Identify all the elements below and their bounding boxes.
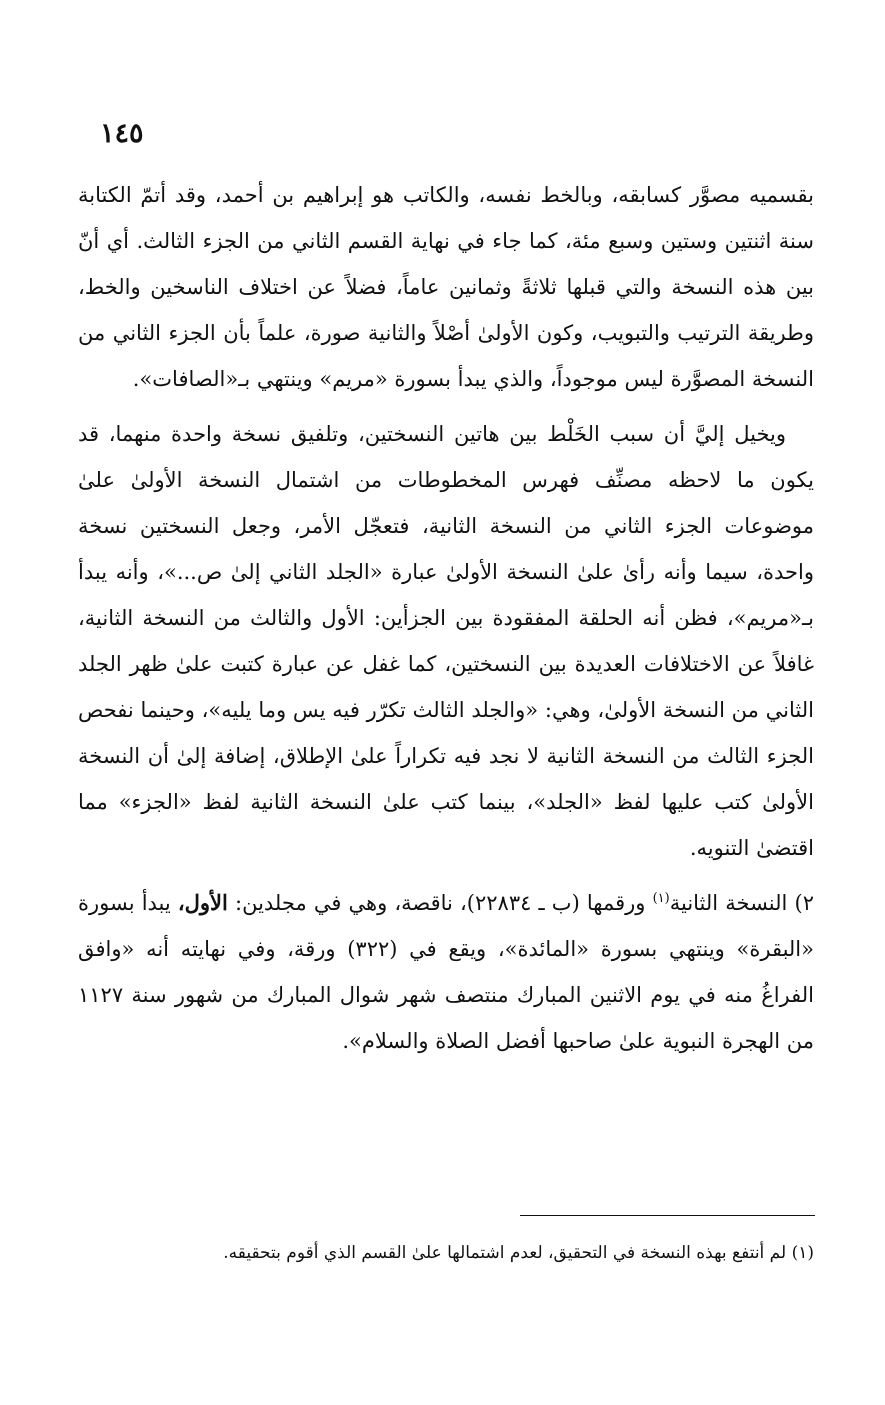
paragraph-3-rest: يبدأ بسورة «البقرة» وينتهي بسورة «المائدة»، ويقع في (٣٢٢) ورقة، وفي نهايته أنه «وافق الفراغُ منه في يوم الاثنين المبارك منتصف شهر شوال المبارك من شهور سنة ١١٢٧ من الهجرة النبوية علىٰ صاحبها أفضل الصلاة والسلام». xyxy=(78,891,814,1053)
paragraph-3-bold: الأول، xyxy=(177,890,228,915)
main-text xyxy=(78,172,814,1064)
paragraph-3-lead: ٢) النسخة الثانية xyxy=(669,891,814,915)
page-number: ١٤٥ xyxy=(100,118,144,149)
paragraph-3 xyxy=(78,880,814,1064)
paragraph-1: بقسميه مصوَّر كسابقه، وبالخط نفسه، والكاتب هو إبراهيم بن أحمد، وقد أتمّ الكتابة سنة اثنتين وستين وسبع مئة، كما جاء في نهاية القسم الثاني من الجزء الثالث. أي أنّ بين هذه النسخة والتي قبلها ثلاثةً وثمانين عاماً، فضلاً عن اختلاف الناسخين والخط، وطريقة الترتيب والتبويب، وكون الأولىٰ أصْلاً والثانية صورة، علماً بأن الجزء الثاني من النسخة المصوَّرة ليس موجوداً، والذي يبدأ بسورة «مريم» وينتهي بـ«الصافات». xyxy=(78,183,814,391)
paragraph-2: ويخيل إليَّ أن سبب الخَلْط بين هاتين النسختين، وتلفيق نسخة واحدة منهما، قد يكون ما لاحظه مصنِّف فهرس المخطوطات من اشتمال النسخة الأولىٰ علىٰ موضوعات الجزء الثاني من النسخة الثانية، فتعجّل الأمر، وجعل النسختين نسخة واحدة، سيما وأنه رأىٰ علىٰ النسخة الأولىٰ عبارة «الجلد الثاني إلىٰ ص...»، وأنه يبدأ بـ«مريم»، فظن أنه الحلقة المفقودة بين الجزأين: الأول والثالث من النسخة الثانية، غافلاً عن الاختلافات العديدة بين النسختين، كما غفل عن عبارة كتبت علىٰ ظهر الجلد الثاني من النسخة الأولىٰ، وهي: «والجلد الثالث تكرّر فيه يس وما يليه»، وحينما نفحص الجزء الثالث من النسخة الثانية لا نجد فيه تكراراً علىٰ الإطلاق، إضافة إلىٰ أن النسخة الأولىٰ كتب عليها لفظ «الجلد»، بينما كتب علىٰ النسخة الثانية لفظ «الجزء» مما اقتضىٰ التنويه. xyxy=(78,422,814,860)
footnote: (١) لم أنتفع بهذه النسخة في التحقيق، لعدم اشتمالها علىٰ القسم الذي أقوم بتحقيقه. xyxy=(223,1243,814,1263)
footnote-reference: (١) xyxy=(652,891,670,906)
footnote-divider xyxy=(520,1215,815,1216)
paragraph-3-middle: ورقمها (ب ـ ٢٢٨٣٤)، ناقصة، وهي في مجلدين: xyxy=(227,891,653,915)
